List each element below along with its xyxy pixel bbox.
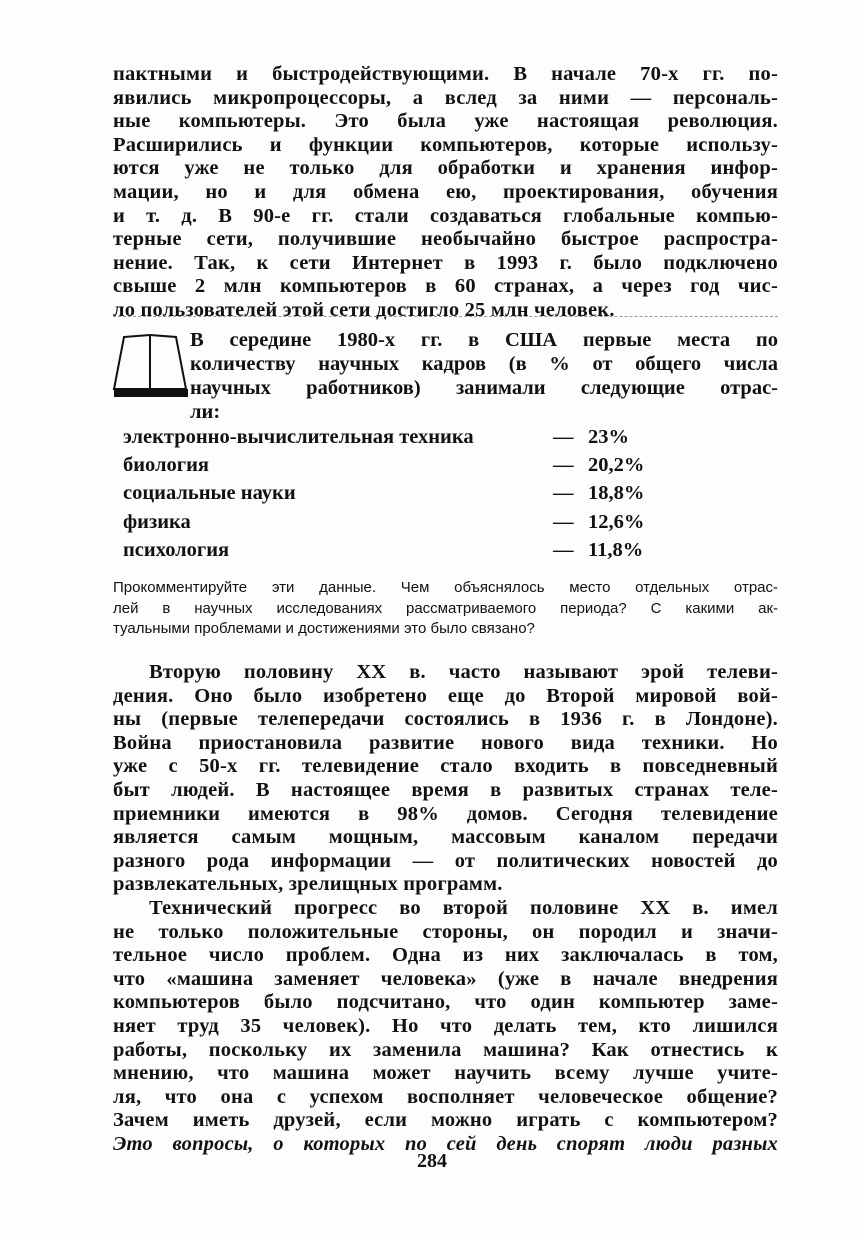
text-line: Война приостановила развитие нового вида техники. Но: [113, 731, 778, 754]
text-line: ны (первые телепередачи состоялись в 1936 г. в Лондоне).: [113, 708, 778, 731]
text-line: терные сети, получившие необычайно быстрое распростра-: [113, 228, 778, 251]
text-line: свыше 2 млн компьютеров в 60 странах, а через год чис-: [113, 275, 778, 298]
text-line: Прокомментируйте эти данные. Чем объяснялось место отдельных отрас-: [113, 579, 778, 596]
row-value: 23%: [588, 426, 629, 448]
row-label: биология: [123, 454, 210, 477]
text-line: дения. Оно было изобретено еще до Второй мировой вой-: [113, 684, 778, 707]
text-line: количеству научных кадров (в % от общего числа: [190, 353, 778, 375]
text-line: быт людей. В настоящее время в развитых странах теле-: [113, 779, 778, 801]
row-dash: —: [553, 510, 574, 533]
text-line: ются уже не только для обработки и хранения инфор-: [113, 157, 778, 180]
text-line: ля, что она с успехом восполняет человеческое общение?: [113, 1085, 778, 1108]
text-line: уже с 50-х гг. телевидение стало входить в повседневный: [113, 755, 778, 778]
text-line: Расширились и функции компьютеров, которые использу-: [113, 133, 778, 156]
text-line: ли:: [190, 401, 221, 423]
text-line: компьютеров было подсчитано, что один компьютер заме-: [113, 991, 778, 1014]
row-value: 18,8%: [588, 482, 645, 505]
text-line: ло пользователей этой сети достигло 25 млн человек.: [113, 299, 615, 321]
row-dash: —: [553, 482, 574, 505]
text-line: не только положительные стороны, он породил и значи-: [113, 920, 778, 943]
text-line: лей в научных исследованиях рассматриваемого периода? С какими ак-: [113, 599, 778, 617]
text-line: приемники имеются в 98% домов. Сегодня телевидение: [113, 802, 778, 825]
section-divider: [113, 316, 778, 317]
text-line: разного рода информации — от политических новостей до: [113, 849, 778, 872]
text-line: тельное число проблем. Одна из них заключалась в том,: [113, 944, 778, 967]
row-value: 20,2%: [588, 454, 645, 477]
text-line: что «машина заменяет человека» (уже в начале внедрения: [113, 967, 778, 990]
row-label: физика: [123, 510, 191, 533]
text-line: научных работников) занимали следующие отрас-: [190, 377, 778, 399]
text-line: пактными и быстродействующими. В начале 70-х гг. по-: [113, 63, 778, 85]
row-dash: —: [553, 538, 574, 561]
page-number: 284: [417, 1150, 447, 1172]
row-value: 11,8%: [588, 538, 644, 561]
text-line: няет труд 35 человек). Но что делать тем, кто лишился: [113, 1015, 778, 1037]
text-line: развлекательных, зрелищных программ.: [113, 873, 503, 896]
text-line: является самым мощным, массовым каналом передачи: [113, 826, 778, 849]
text-line: Технический прогресс во второй половине XX в. имел: [149, 897, 778, 919]
row-dash: —: [553, 426, 574, 448]
row-label: социальные науки: [123, 482, 296, 505]
row-label: психология: [123, 538, 230, 561]
text-line: Вторую половину XX в. часто называют эрой телеви-: [149, 661, 778, 683]
row-dash: —: [553, 454, 574, 477]
text-line: работы, поскольку их заменила машина? Как отнестись к: [113, 1038, 778, 1061]
text-line: мнению, что машина может научить всему лучше учите-: [113, 1062, 778, 1085]
text-line: и т. д. В 90-е гг. стали создаваться глобальные компью-: [113, 204, 778, 227]
text-line: нение. Так, к сети Интернет в 1993 г. было подключено: [113, 251, 778, 274]
text-line: В середине 1980-х гг. в США первые места по: [190, 329, 778, 351]
row-label: электронно-вычислительная техника: [123, 426, 474, 448]
text-line: мации, но и для обмена ею, проектирования, обучения: [113, 181, 778, 203]
text-line: Это вопросы, о которых по сей день спорят люди разных: [113, 1133, 778, 1155]
text-line: ные компьютеры. Это была уже настоящая революция.: [113, 110, 778, 133]
text-line: туальными проблемами и достижениями это было связано?: [113, 620, 535, 637]
open-book-icon: [112, 333, 188, 403]
row-value: 12,6%: [588, 510, 645, 533]
text-line: Зачем иметь друзей, если можно играть с компьютером?: [113, 1109, 778, 1132]
text-line: явились микропроцессоры, а вслед за ними — персональ-: [113, 86, 778, 109]
